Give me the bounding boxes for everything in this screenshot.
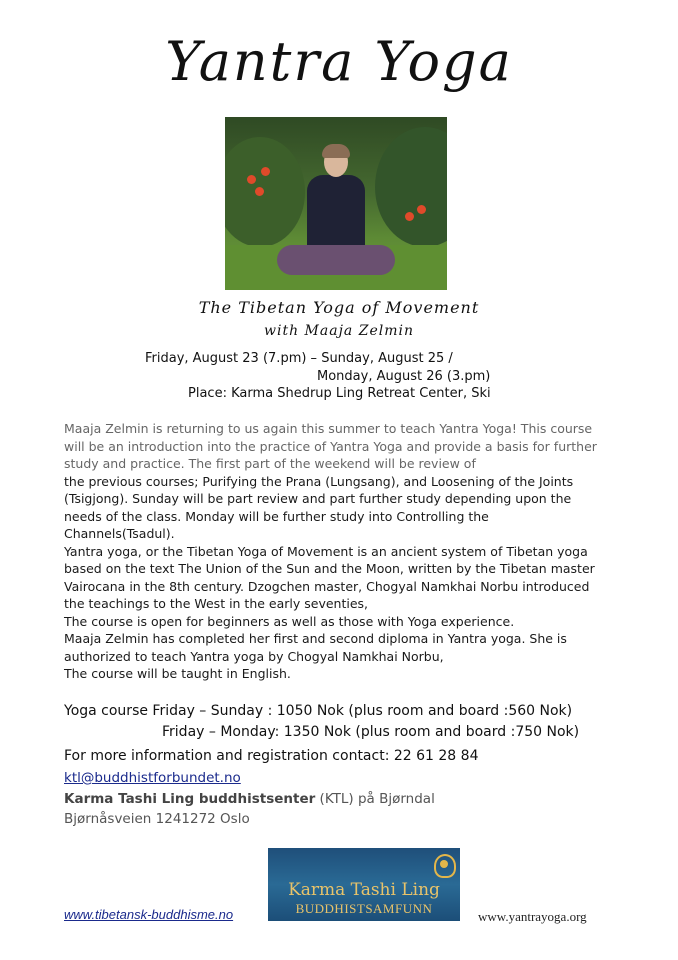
place-line: Place: Karma Shedrup Ling Retreat Center, Ski	[188, 386, 491, 401]
description-line: study and practice. The first part of the weekend will be review of	[64, 456, 476, 471]
footer-website-link[interactable]: www.tibetansk-buddhisme.no	[64, 907, 234, 922]
org-name: Karma Tashi Ling buddhistsenter	[64, 791, 316, 807]
description-line: based on the text The Union of the Sun and the Moon, written by the Tibetan master	[64, 561, 595, 576]
org-suffix: (KTL) på Bjørndal	[315, 791, 435, 807]
logo-line-1: Karma Tashi Ling	[288, 880, 440, 900]
teacher-line: with Maaja Zelmin	[264, 323, 414, 339]
description-line: The course will be taught in English.	[64, 666, 291, 681]
subtitle: The Tibetan Yoga of Movement	[198, 298, 480, 317]
logo-line-2: BUDDHISTSAMFUNN	[295, 901, 433, 916]
page-title: Yantra Yoga	[165, 30, 513, 93]
description-line: (Tsigjong). Sunday will be part review and part further study depending upon the	[64, 491, 572, 506]
dates-line-1: Friday, August 23 (7.pm) – Sunday, August 25 /	[145, 351, 453, 366]
description-line: Maaja Zelmin has completed her first and second diploma in Yantra yoga. She is	[64, 631, 567, 646]
contact-info: For more information and registration contact: 22 61 28 84	[64, 748, 479, 764]
address: Bjørnåsveien 1241272 Oslo	[64, 811, 250, 827]
org-line	[64, 791, 435, 807]
description-line: the previous courses; Purifying the Prana (Lungsang), and Loosening of the Joints	[64, 473, 574, 489]
dates-line-2: Monday, August 26 (3.pm)	[317, 369, 491, 384]
price-long-weekend: Friday – Monday: 1350 Nok (plus room and board :750 Nok)	[162, 724, 580, 740]
footer-website-text: www.yantrayoga.org	[478, 909, 587, 924]
description-line: will be an introduction into the practice of Yantra Yoga and provide a basis for further	[64, 438, 597, 454]
description-line: The course is open for beginners as well as those with Yoga experience.	[64, 613, 515, 629]
email-link[interactable]: ktl@buddhistforbundet.no	[64, 770, 241, 786]
description-line: Yantra yoga, or the Tibetan Yoga of Movement is an ancient system of Tibetan yoga	[64, 543, 588, 559]
description	[64, 420, 624, 683]
description-line: Vairocana in the 8th century. Dzogchen master, Chogyal Namkhai Norbu introduced	[64, 578, 590, 594]
ktl-logo	[268, 848, 460, 921]
price-weekend: Yoga course Friday – Sunday : 1050 Nok (plus room and board :560 Nok)	[64, 703, 573, 719]
description-line: the teachings to the West in the early seventies,	[64, 596, 369, 611]
description-line: authorized to teach Yantra yoga by Chogyal Namkhai Norbu,	[64, 648, 444, 664]
yoga-photo	[225, 117, 447, 290]
description-line: Maaja Zelmin is returning to us again this summer to teach Yantra Yoga! This course	[64, 421, 593, 436]
description-line: needs of the class. Monday will be further study into Controlling the	[64, 508, 489, 524]
description-line: Channels(Tsadul).	[64, 526, 175, 541]
